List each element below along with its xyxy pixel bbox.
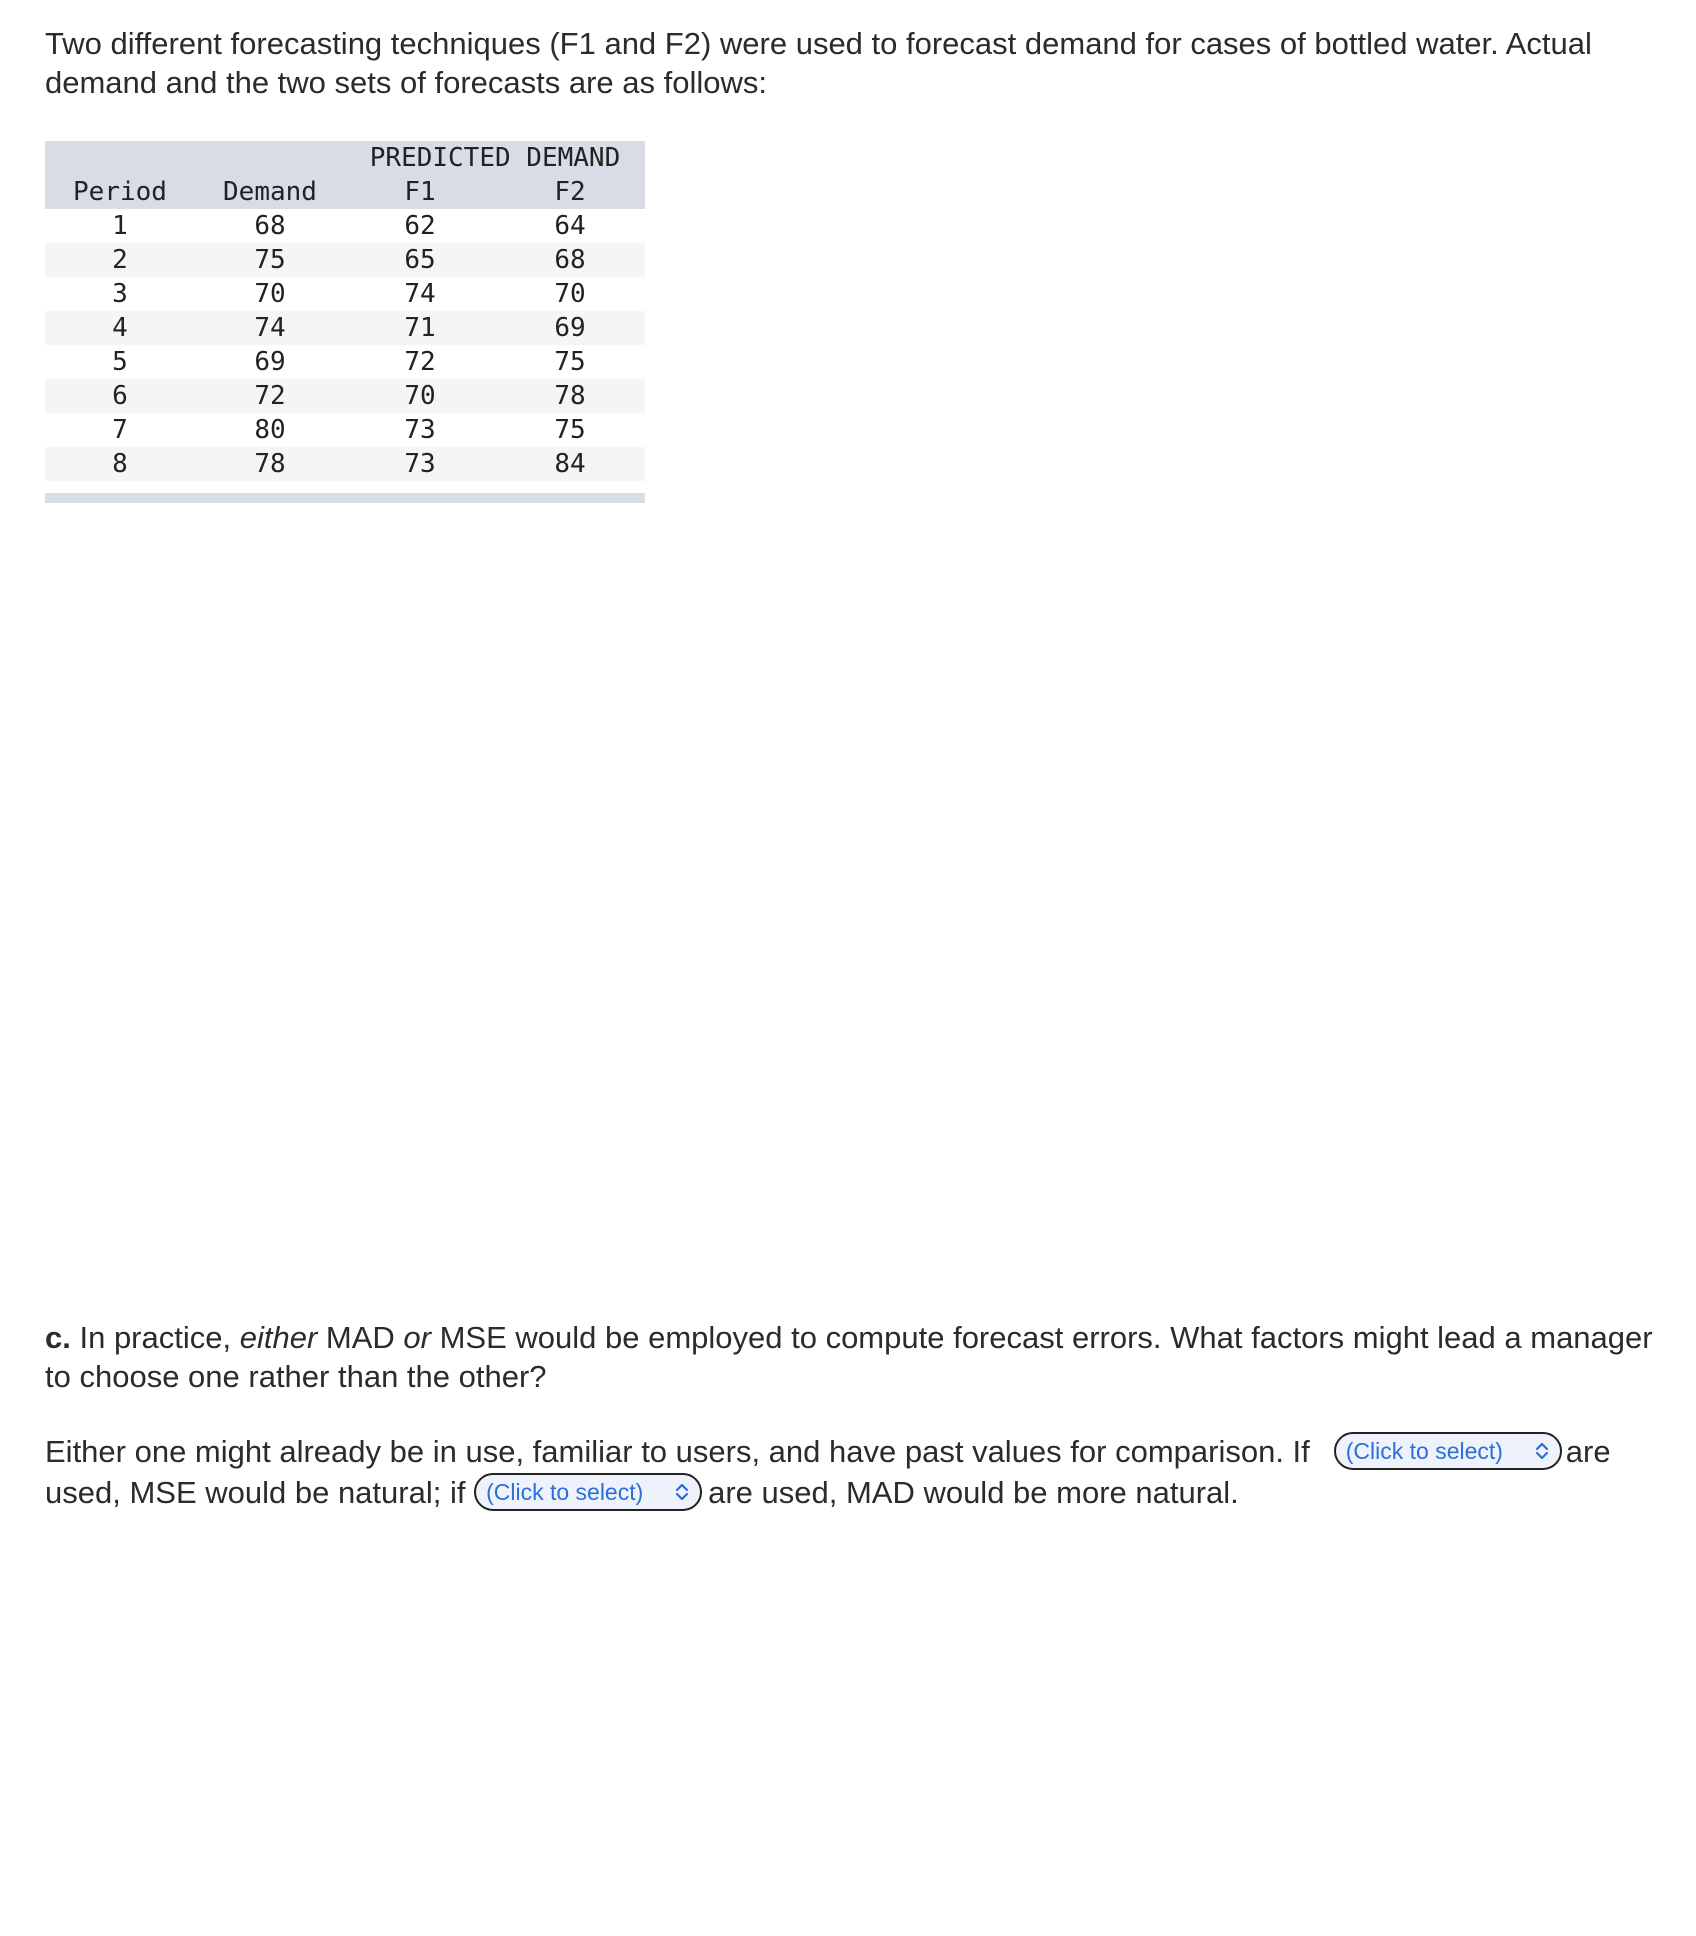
cell-demand: 78 [254,449,286,479]
table-row [45,243,645,277]
cell-f2: 64 [554,211,586,241]
question-c [45,1318,1655,1396]
cell-f1: 73 [404,415,436,445]
cell-demand: 74 [254,313,286,343]
table-column-header-row [45,175,645,209]
select-placeholder: (Click to select) [486,1478,644,1505]
cell-f1: 72 [404,347,436,377]
cell-period: 1 [112,211,128,241]
cell-f2: 69 [554,313,586,343]
up-down-chevron-icon [674,1481,690,1503]
cell-f1: 71 [404,313,436,343]
cell-period: 4 [112,313,128,343]
cell-f2: 75 [554,415,586,445]
cell-f2: 78 [554,381,586,411]
question-emphasis-or: or [403,1320,431,1355]
cell-demand: 68 [254,211,286,241]
intro-paragraph: Two different forecasting techniques (F1 and F2) were used to forecast demand for cases of bottled water. Actual demand and the two sets of forecasts are as follows: [45,26,1592,100]
question-text: MAD [317,1320,404,1355]
table-group-header-row [45,141,645,175]
cell-period: 3 [112,279,128,309]
column-header-f1: F1 [404,177,436,207]
cell-period: 5 [112,347,128,377]
select-placeholder: (Click to select) [1345,1437,1503,1464]
table-body [45,209,645,481]
header-spacer [195,141,345,175]
answer-text: Either one might already be in use, familiar to users, and have past values for comparison. If [45,1434,1310,1469]
cell-period: 7 [112,415,128,445]
answer-paragraph [45,1432,1645,1514]
table-row [45,379,645,413]
header-spacer [45,141,195,175]
predicted-demand-header: PREDICTED DEMAND [369,143,621,173]
table-row [45,277,645,311]
answer-select-2[interactable] [474,1473,702,1511]
cell-f1: 74 [404,279,436,309]
up-down-chevron-icon [1534,1440,1550,1462]
column-header-demand: Demand [223,177,317,207]
cell-demand: 75 [254,245,286,275]
question-text: In practice, [70,1320,240,1355]
cell-demand: 80 [254,415,286,445]
answer-select-1[interactable] [1334,1432,1562,1470]
cell-f1: 70 [404,381,436,411]
demand-table [45,141,645,481]
cell-f1: 73 [404,449,436,479]
table-row [45,413,645,447]
cell-f2: 75 [554,347,586,377]
answer-text: are used, MAD would be more natural. [708,1474,1239,1510]
answer-text: are used, MSE would be natural; if [45,1434,1611,1510]
table-row [45,345,645,379]
demand-table-container [45,141,645,503]
cell-f2: 68 [554,245,586,275]
table-footer-bar [45,493,645,503]
column-header-f2: F2 [554,177,586,207]
cell-f1: 65 [404,245,436,275]
cell-f1: 62 [404,211,436,241]
table-row [45,209,645,243]
cell-period: 8 [112,449,128,479]
column-header-period: Period [73,177,167,207]
cell-demand: 72 [254,381,286,411]
cell-f2: 70 [554,279,586,309]
cell-demand: 70 [254,279,286,309]
table-row [45,311,645,345]
cell-period: 2 [112,245,128,275]
cell-f2: 84 [554,449,586,479]
question-emphasis-either: either [239,1320,318,1355]
table-row [45,447,645,481]
cell-demand: 69 [254,347,286,377]
question-label: c. [45,1320,71,1355]
question-text: MSE would be employed to compute forecast errors. What factors might lead a manager to choose one rather than the other? [45,1320,1653,1394]
cell-period: 6 [112,381,128,411]
